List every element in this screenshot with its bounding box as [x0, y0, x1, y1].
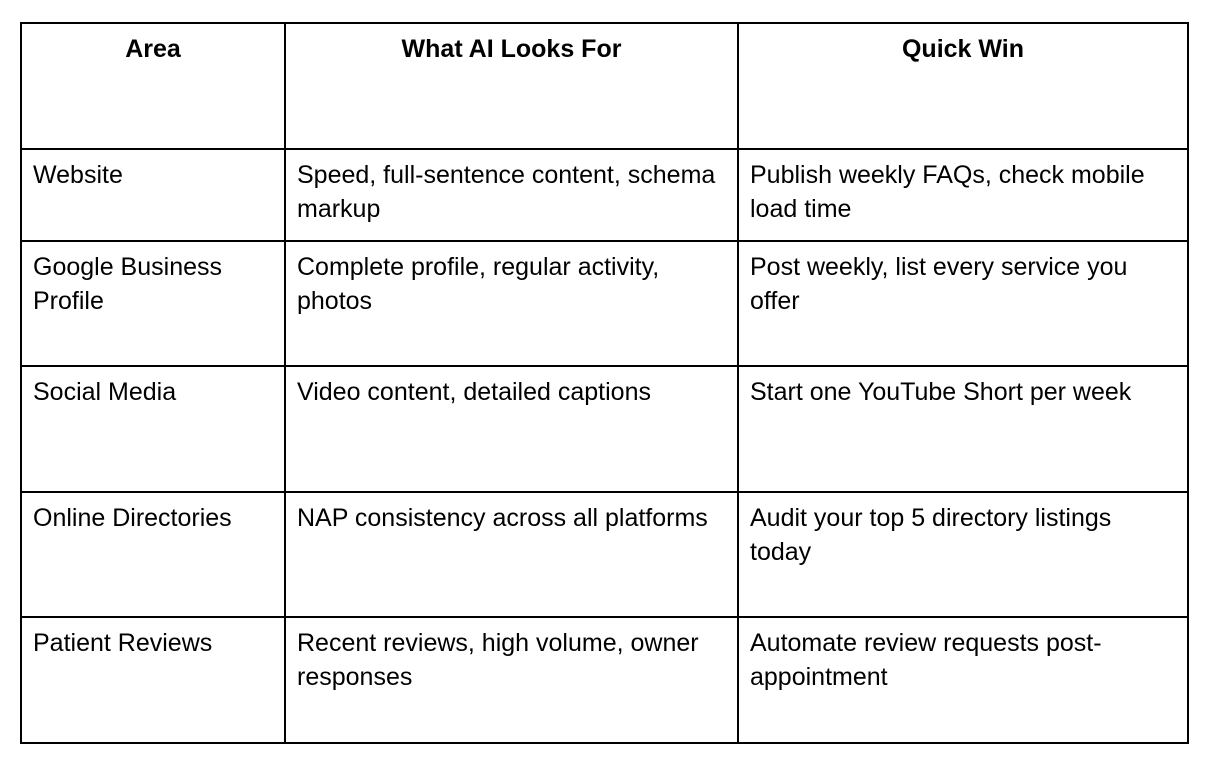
- cell-what-ai-looks-for: Speed, full-sentence content, schema markup: [285, 149, 738, 241]
- cell-area: Website: [21, 149, 285, 241]
- cell-quick-win: Automate review requests post-appointment: [738, 617, 1188, 743]
- header-area: Area: [21, 23, 285, 149]
- cell-quick-win: Audit your top 5 directory listings today: [738, 492, 1188, 617]
- cell-area: Social Media: [21, 366, 285, 492]
- table-row: [21, 492, 1188, 617]
- table-row: [21, 366, 1188, 492]
- cell-area: Google Business Profile: [21, 241, 285, 366]
- cell-area: Patient Reviews: [21, 617, 285, 743]
- header-what-ai-looks-for: What AI Looks For: [285, 23, 738, 149]
- table-header-row: [21, 23, 1188, 149]
- cell-quick-win: Publish weekly FAQs, check mobile load time: [738, 149, 1188, 241]
- ai-visibility-table: [20, 22, 1189, 744]
- cell-what-ai-looks-for: Recent reviews, high volume, owner responses: [285, 617, 738, 743]
- cell-what-ai-looks-for: Complete profile, regular activity, photos: [285, 241, 738, 366]
- header-quick-win: Quick Win: [738, 23, 1188, 149]
- table-row: [21, 617, 1188, 743]
- cell-quick-win: Start one YouTube Short per week: [738, 366, 1188, 492]
- cell-what-ai-looks-for: Video content, detailed captions: [285, 366, 738, 492]
- cell-area: Online Directories: [21, 492, 285, 617]
- table-row: [21, 241, 1188, 366]
- table-row: [21, 149, 1188, 241]
- cell-quick-win: Post weekly, list every service you offer: [738, 241, 1188, 366]
- cell-what-ai-looks-for: NAP consistency across all platforms: [285, 492, 738, 617]
